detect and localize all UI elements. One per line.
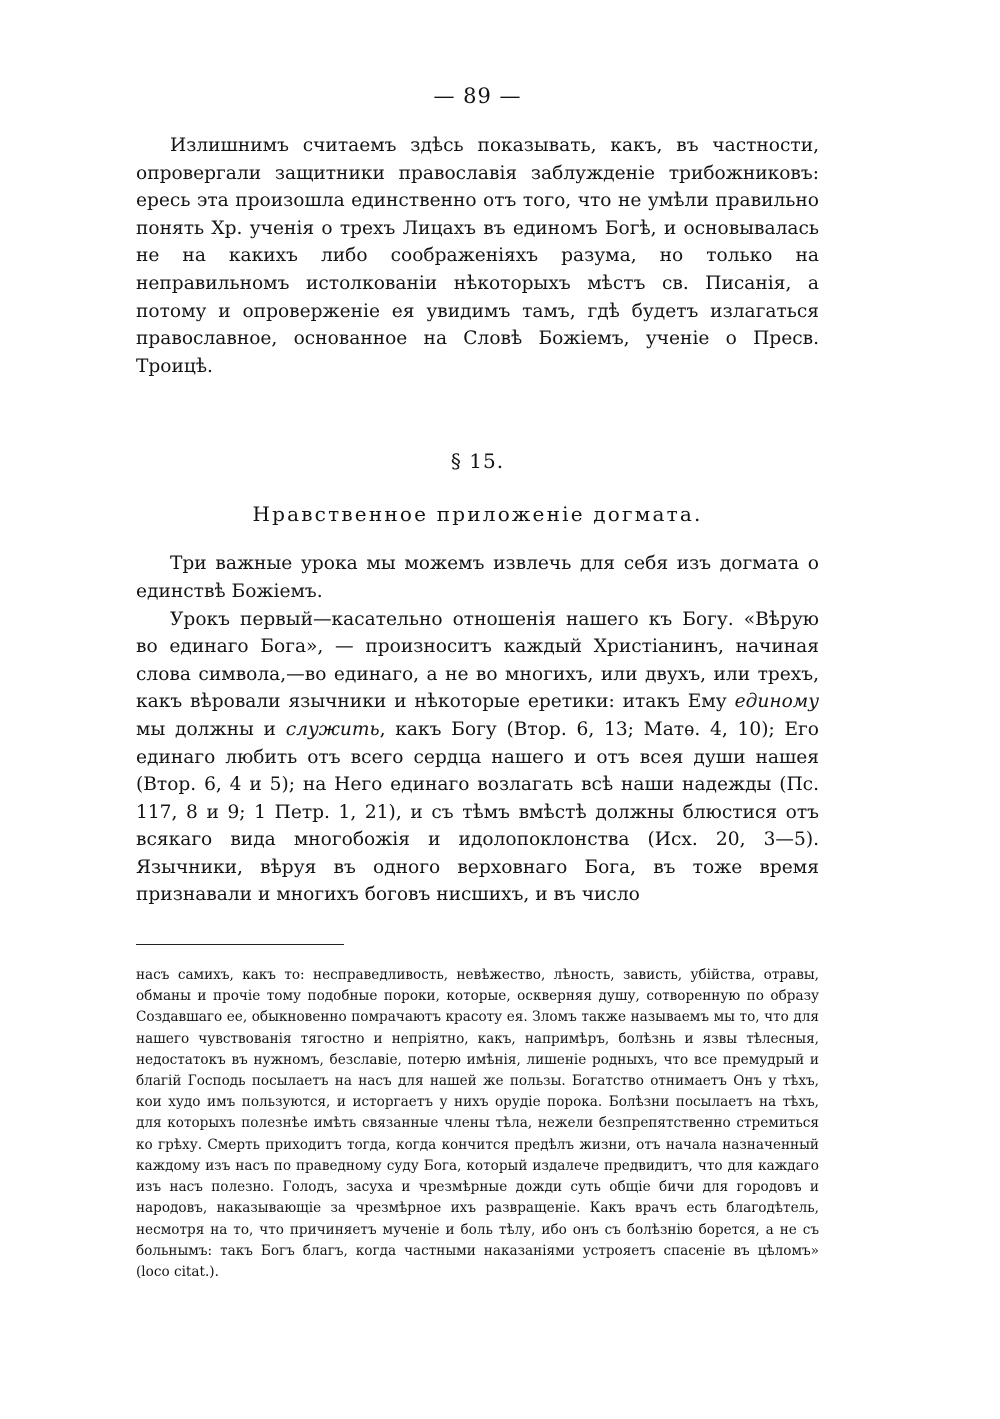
section-title: Нравственное приложеніе догмата. [252,502,703,527]
footnote-divider [136,944,344,945]
paragraph-first-part2: мы должны и [136,718,286,740]
paragraph-first-lesson [136,606,819,910]
paragraph-lessons: Три важные урока мы можемъ извлечь для себя изъ догмата о единствѣ Божіемъ. [136,553,819,602]
paragraph-first-part3: , какъ Богу (Втор. 6, 13; Матѳ. 4, 10); Его единаго любить отъ всего сердца нашего и отъ всея души нашея (Втор. 6, 4 и 5); на Него единаго возлагать всѣ наши надежды (Пс. 117, 8 и 9; 1 Петр. 1, 21), и съ тѣмъ вмѣстѣ должны блюстися отъ всякаго вида многобожія и идолопоклонства (Исх. 20, 3—5). Язычники, вѣруя въ одного верховнаго Бога, въ тоже время признавали и многихъ боговъ нисшихъ, и въ число [136,718,819,906]
paragraph-first-part1: Урокъ первый—касательно отношенія нашего къ Богу. «Вѣрую во единаго Бога», — произноситъ каждый Христіанинъ, начиная слова символа,—во единаго, а не во многихъ, или двухъ, или трехъ, какъ вѣровали язычники и нѣкоторые еретики: итакъ Ему [136,608,819,713]
paragraph-intro: Излишнимъ считаемъ здѣсь показывать, какъ, въ частности, опровергали защитники православія заблужденіе трибожниковъ: ересь эта произошла единственно отъ того, что не умѣли правильно понять Хр. ученія о трехъ Лицахъ въ единомъ Богѣ, и основывалась не на какихъ либо соображеніяхъ разума, но только на неправильномъ истолкованіи нѣкоторыхъ мѣстъ св. Писанія, а потому и опроверженіе ея увидимъ тамъ, гдѣ будетъ излагаться православное, основанное на Словѣ Божіемъ, ученіе о Пресв. Троицѣ. [136,135,819,377]
section-number: § 15. [450,449,505,474]
emphasis-serve: служить [285,718,380,740]
footnote-text: насъ самихъ, какъ то: несправедливость, невѣжество, лѣность, зависть, убійства, отравы, обманы и прочіе тому подобные пороки, которые, оскверняя душу, сотворенную по образу Создавшаго ее, обыкновенно помрачаютъ красоту ея. Зломъ также называемъ мы то, что для нашего чувствованія тягостно и непріятно, какъ, напримѣръ, болѣзнь и язвы тѣлесныя, недостатокъ въ нужномъ, безславіе, потерю имѣнія, лишеніе родныхъ, что все премудрый и благій Господь посылаетъ на насъ для нашей же пользы. Богатство отнимаетъ Онъ у тѣхъ, кои худо имъ пользуются, и исторгаетъ у нихъ орудіе порока. Болѣзни посылаетъ на тѣхъ, для которыхъ полезнѣе имѣть связанные члены тѣла, нежели безпрепятственно стремиться ко грѣху. Смерть приходитъ тогда, когда кончится предѣлъ жизни, отъ начала назначенный каждому изъ насъ по праведному суду Бога, который издалече предвидитъ, что для каждаго изъ насъ полезно. Голодъ, засуха и чрезмѣрные дожди суть общіе бичи для городовъ и народовъ, наказывающіе за чрезмѣрное ихъ развращеніе. Какъ врачъ есть благодѣтель, несмотря на то, что причиняетъ мученіе и боль тѣлу, ибо онъ съ болѣзнію борется, а не съ больнымъ: такъ Богъ благъ, когда частными наказаніями устрояетъ спасеніе въ цѣломъ» (loco citat.). [136,967,819,1280]
book-page [136,82,819,1283]
page-number: — 89 — [433,84,522,108]
emphasis-only-one: единому [734,691,819,713]
